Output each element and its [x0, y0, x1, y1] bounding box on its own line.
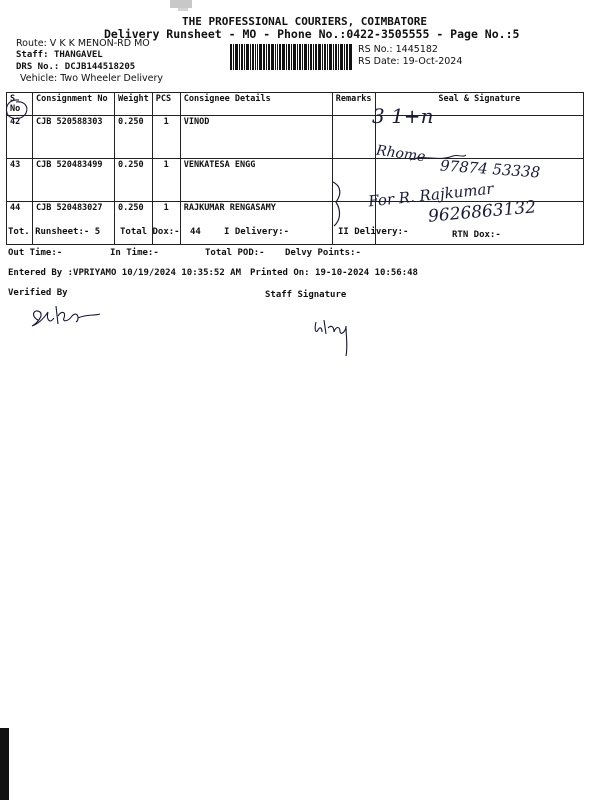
- drs-label: DRS No.:: [16, 62, 60, 72]
- drs-value: DCJB144518205: [64, 62, 136, 72]
- drs-line: [16, 62, 135, 72]
- entered-by: Entered By :VPRIYAMO 10/19/2024 10:35:52 AM: [8, 268, 241, 278]
- cell-remarks: [332, 116, 375, 159]
- cell-pcs: 1: [152, 202, 180, 245]
- cell-weight: 0.250: [115, 202, 153, 245]
- route-text: Route: V K K MENON-RD MO: [16, 38, 150, 49]
- col-consignee: Consignee Details: [180, 93, 332, 116]
- rtn-dox: RTN Dox:-: [452, 230, 501, 240]
- circle-mark: [4, 98, 30, 122]
- cell-weight: 0.250: [115, 116, 153, 159]
- staff-line: [16, 50, 103, 60]
- cell-consignee: VENKATESA ENGG: [180, 159, 332, 202]
- company-title: THE PROFESSIONAL COURIERS, COIMBATORE: [182, 15, 428, 28]
- barcode: [230, 44, 352, 70]
- rs-date: RS Date: 19-Oct-2024: [358, 56, 463, 67]
- table-row: [7, 116, 584, 159]
- handwriting-row1: 3 1+n: [372, 104, 434, 128]
- cell-consignment: CJB 520588303: [33, 116, 115, 159]
- cell-consignee: VINOD: [180, 116, 332, 159]
- table-header-row: [7, 93, 584, 116]
- col-consignment: Consignment No: [33, 93, 115, 116]
- staff-value: THANGAVEL: [53, 50, 103, 60]
- cell-consignment: CJB 520483027: [33, 202, 115, 245]
- col-signature: Seal & Signature: [375, 93, 583, 116]
- ii-delivery: II Delivery:-: [338, 227, 409, 237]
- cell-weight: 0.250: [115, 159, 153, 202]
- out-time: Out Time:-: [8, 248, 63, 258]
- cell-consignment: CJB 520483499: [33, 159, 115, 202]
- handwriting-row3-phone: 9626863132: [427, 197, 537, 227]
- verified-by-label: Verified By: [8, 288, 68, 298]
- scan-artifact: [170, 0, 192, 8]
- col-sno: S No: [7, 93, 33, 116]
- printed-on: Printed On: 19-10-2024 10:56:48: [250, 268, 418, 278]
- handwriting-row3-name: For R. Rajkumar: [367, 179, 495, 211]
- col-pcs: PCS: [152, 93, 180, 116]
- bracket-mark: [330, 180, 346, 228]
- total-pod: Total POD:-: [205, 248, 265, 258]
- vehicle-text: Vehicle: Two Wheeler Delivery: [20, 73, 163, 84]
- runsheet-title: Delivery Runsheet - MO - Phone No.:0422-3505555 - Page No.:5: [104, 27, 520, 41]
- cell-consignee: RAJKUMAR RENGASAMY: [180, 202, 332, 245]
- verified-by-signature: [28, 300, 104, 330]
- handwriting-row2-name: Rhome: [375, 142, 427, 166]
- cell-pcs: 1: [152, 116, 180, 159]
- cell-sno: 43: [7, 159, 33, 202]
- i-delivery: I Delivery:-: [224, 227, 290, 237]
- total-dox-label: Total Dox:-: [120, 227, 180, 237]
- handwriting-row2-phone: 97874 53338: [439, 156, 541, 182]
- staff-signature-label: Staff Signature: [265, 290, 347, 300]
- in-time: In Time:-: [110, 248, 159, 258]
- total-dox-value: 44: [190, 227, 201, 237]
- scan-edge-bar: [0, 728, 9, 800]
- tot-runsheet: Tot. Runsheet:- 5: [8, 227, 101, 237]
- staff-label: Staff:: [16, 50, 49, 60]
- col-remarks: Remarks: [332, 93, 375, 116]
- col-weight: Weight: [115, 93, 153, 116]
- delvy-points: Delvy Points:-: [285, 248, 361, 258]
- cell-pcs: 1: [152, 159, 180, 202]
- scan-artifact-small: [178, 8, 188, 11]
- cell-sno: 42: [7, 116, 33, 159]
- staff-signature: [310, 316, 358, 360]
- rs-number: RS No.: 1445182: [358, 44, 438, 55]
- cell-sno: 44: [7, 202, 33, 245]
